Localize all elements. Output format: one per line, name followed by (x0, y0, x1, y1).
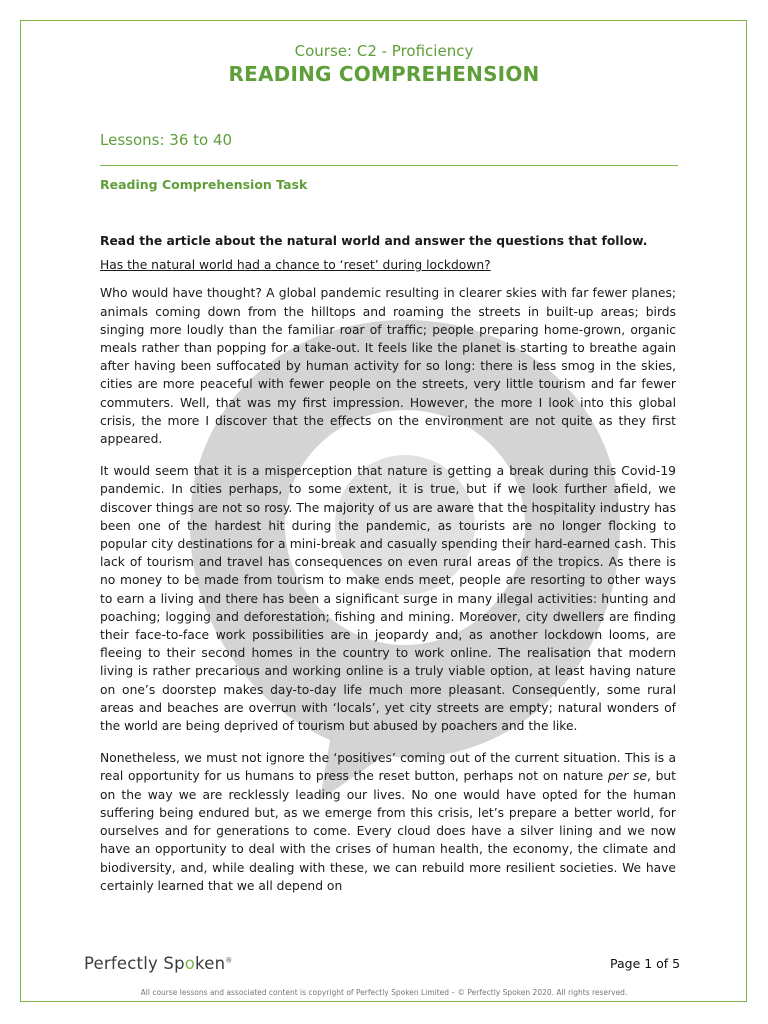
logo-text-accent: o (184, 954, 196, 973)
paragraph-3 (100, 749, 676, 895)
paragraph-2: It would seem that it is a misperception that nature is getting a break during this Covid-19 pandemic. In cities perhaps, to some extent, it is true, but if we look further afield, we discover things are not so rosy. The majority of us are aware that the hospitality industry has been one of the hardest hit during the pandemic, as tourists are no longer flocking to popular city destinations for a mini-break and casually spending their hard-earned cash. This lack of tourism and travel has consequences on even rural areas of the tropics. As there is no money to be made from tourism to make ends meet, people are resorting to other ways to earn a living and there has been a significant surge in many illegal activities: hunting and poaching; logging and deforestation; fishing and mining. Moreover, city dwellers are finding their face-to-face work possibilities are in jeopardy and, as another lockdown looms, are fleeing to their second homes in the country to work online. The realisation that modern living is rather precarious and working online is a truly viable option, at least having nature on one’s doorstep makes day-to-day life much more pleasant. Consequently, some rural areas and beaches are overrun with ‘locals’, yet city streets are empty; natural wonders of the world are being deprived of tourism but abused by poachers and the like. (100, 464, 676, 734)
article (100, 232, 676, 909)
page-title: READING COMPREHENSION (228, 62, 540, 86)
copyright-notice: All course lessons and associated content is copyright of Perfectly Spoken Limited – © Perfectly Spoken 2020. All rights reserved. (140, 988, 628, 997)
paragraph-3-part-1: Nonetheless, we must not ignore the ‘positives’ coming out of the current situation. This is a real opportunity for us humans to press the reset button, perhaps not on nature (100, 751, 676, 784)
instruction-text: Read the article about the natural world and answer the questions that follow. (100, 234, 648, 248)
perfectly-spoken-logo (84, 954, 232, 973)
paragraph-3-italic: per se (607, 769, 647, 784)
divider (100, 165, 678, 166)
task-heading: Reading Comprehension Task (100, 177, 308, 192)
paragraph-3-part-2: , but on the way we are recklessly leading our lives. No one would have opted for the human suffering being endured but, as we emerge from this crisis, let’s prepare a better world, for ourselves and for generations to come. Every cloud does have a silver lining and we now have an opportunity to deal with the crises of human health, the economy, the climate and biodiversity, and, while dealing with these, we can rebuild more resilient societies. We have certainly learned that we all depend on (100, 769, 676, 893)
logo-text-2: ken (195, 954, 226, 973)
logo-text-1: Perfectly Sp (84, 954, 185, 973)
course-label: Course: C2 - Proficiency (294, 42, 474, 60)
page-number: Page 1 of 5 (610, 956, 681, 971)
article-headline: Has the natural world had a chance to ‘reset’ during lockdown? (100, 258, 491, 273)
lessons-label: Lessons: 36 to 40 (100, 131, 233, 149)
registered-mark: ® (225, 956, 233, 965)
paragraph-1: Who would have thought? A global pandemic resulting in clearer skies with far fewer planes; animals coming down from the hilltops and roaming the streets in built-up areas; birds singing more loudly than the familiar roar of traffic; people preparing home-grown, organic meals rather than popping for a take-out. It feels like the planet is starting to breathe again after having been suffocated by human activity for so long: there is less smog in the skies, cities are more peaceful with fewer people on the streets, very little tourism and far fewer commuters. Well, that was my first impression. However, the more I look into this global crisis, the more I discover that the effects on the environment are not quite as they first appeared. (100, 286, 676, 447)
